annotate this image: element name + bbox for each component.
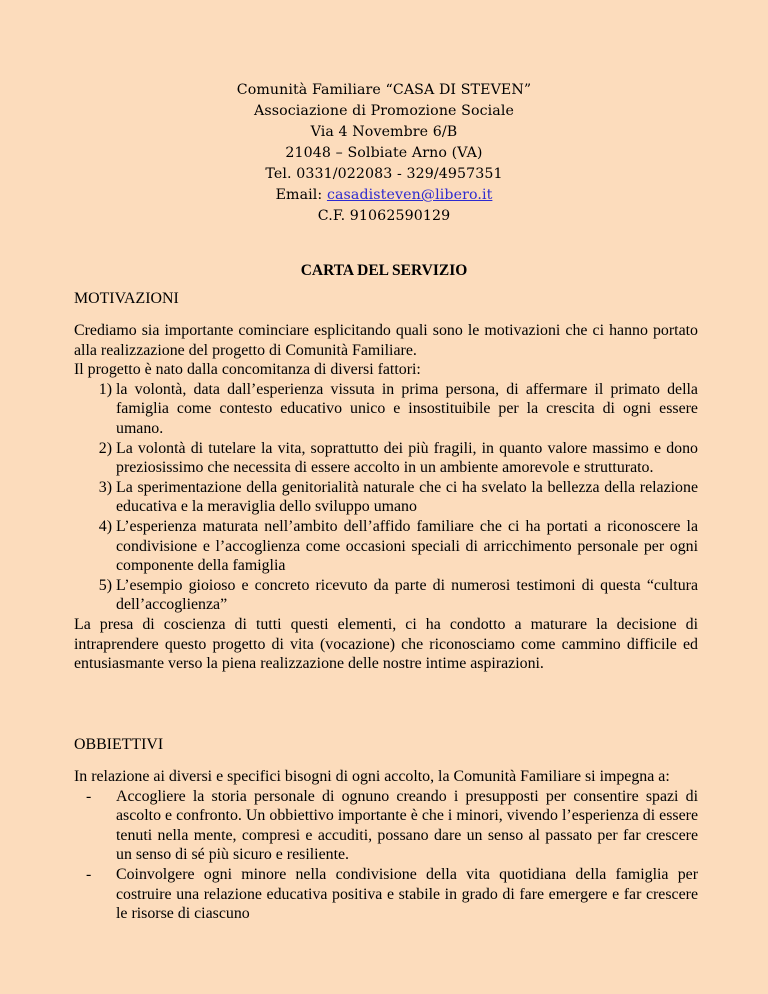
list-item-text: L’esempio gioioso e concreto ricevuto da parte di numerosi testimoni di questa “cultura dell’accoglienza”: [116, 576, 698, 614]
email-line: [0, 185, 768, 206]
list-item: [74, 787, 698, 865]
motivazioni-intro-2: Il progetto è nato dalla concomitanza di diversi fattori:: [74, 361, 421, 379]
list-item: [74, 439, 698, 478]
list-marker: -: [86, 787, 92, 805]
list-item: [74, 576, 698, 615]
letterhead: [0, 80, 768, 227]
list-marker: 2): [98, 439, 112, 457]
section-heading-obbiettivi: OBBIETTIVI: [74, 736, 164, 753]
list-item: [74, 478, 698, 517]
list-item-text: La sperimentazione della genitorialità naturale che ci ha svelato la bellezza della relazione educativa e la meraviglia dello sviluppo umano: [116, 478, 698, 516]
list-marker: 4): [98, 517, 112, 535]
address-street: Via 4 Novembre 6/B: [310, 124, 458, 140]
org-name: Comunità Familiare “CASA DI STEVEN”: [236, 82, 532, 98]
list-item-text: L’esperienza maturata nell’ambito dell’affido familiare che ci ha portati a riconoscere la condivisione e l’accoglienza come occasioni speciali di arricchimento personale per ogni componente della famiglia: [116, 517, 698, 575]
list-marker: 3): [98, 478, 112, 496]
motivazioni-conclusion: La presa di coscienza di tutti questi elementi, ci ha condotto a maturare la decisione di intraprendere questo progetto di vita (vocazione) che riconosciamo come cammino difficile ed entusiasmante verso la piena realizzazione delle nostre intime aspirazioni.: [74, 615, 698, 673]
email-link[interactable]: casadisteven@libero.it: [326, 187, 493, 203]
list-item-text: la volontà, data dall’esperienza vissuta in prima persona, di affermare il primato della famiglia come contesto educativo unico e insostituibile per la crescita di ogni essere umano.: [116, 380, 698, 437]
section-motivazioni: [74, 321, 698, 674]
list-marker: 1): [98, 380, 112, 398]
org-type: Associazione di Promozione Sociale: [253, 103, 514, 119]
obbiettivi-intro: In relazione ai diversi e specifici bisogni di ogni accolto, la Comunità Familiare si impegna a:: [74, 768, 670, 785]
section-obbiettivi: [74, 767, 698, 924]
list-item-text: La volontà di tutelare la vita, soprattutto dei più fragili, in quanto valore massimo e dono preziosissimo che necessita di essere accolto in un ambiente amorevole e strutturato.: [116, 439, 698, 477]
list-item: [74, 865, 698, 924]
list-item: [74, 517, 698, 576]
section-heading-motivazioni: MOTIVAZIONI: [74, 290, 179, 307]
motivazioni-list: [74, 380, 698, 615]
list-marker: 5): [98, 576, 112, 594]
document-title: CARTA DEL SERVIZIO: [300, 262, 468, 279]
tax-code: C.F. 91062590129: [317, 208, 451, 224]
obbiettivi-list: [74, 787, 698, 924]
list-item-text: Coinvolgere ogni minore nella condivisione della vita quotidiana della famiglia per costruire una relazione educativa positiva e stabile in grado di fare emergere e far crescere le risorse di ciascuno: [116, 865, 698, 923]
phone-numbers: Tel. 0331/022083 - 329/4957351: [265, 166, 503, 182]
motivazioni-intro: Crediamo sia importante cominciare esplicitando quali sono le motivazioni che ci hanno portato alla realizzazione del progetto di Comunità Familiare.: [74, 322, 698, 359]
address-city: 21048 – Solbiate Arno (VA): [285, 145, 483, 161]
email-label: Email:: [275, 187, 327, 203]
list-item-text: Accogliere la storia personale di ognuno creando i presupposti per consentire spazi di ascolto e confronto. Un obbiettivo importante è che i minori, vivendo l’esperienza di essere tenuti nella mente, compresi e accuditi, possano dare un senso al passato per far crescere un senso di sé più sicuro e resiliente.: [116, 787, 698, 864]
list-marker: -: [86, 865, 92, 883]
list-item: [74, 380, 698, 439]
